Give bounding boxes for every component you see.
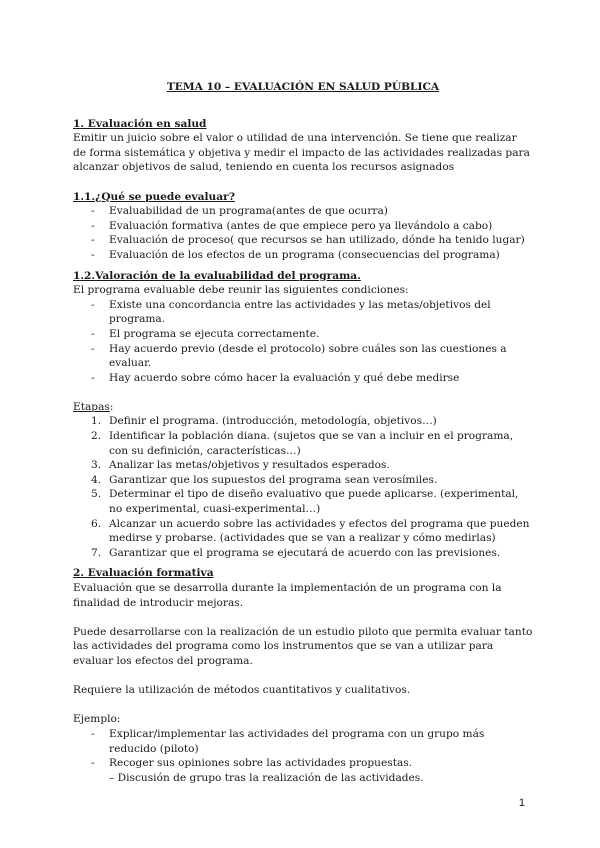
document-content xyxy=(73,80,533,785)
list-item: - Evaluación de los efectos de un programa (consecuencias del programa) xyxy=(73,248,533,263)
list-item: - El programa se ejecuta correctamente. xyxy=(73,327,533,342)
section-2-heading: 2. Evaluación formativa xyxy=(73,567,214,580)
section-1-heading: 1. Evaluación en salud xyxy=(73,117,207,130)
list-item: - Existe una concordancia entre las actividades y las metas/objetivos del programa. xyxy=(73,298,533,327)
section-1-2-list xyxy=(73,298,533,386)
list-item: - Explicar/implementar las actividades del programa con un grupo más reducido (piloto) xyxy=(73,727,533,756)
ejemplo-label: Ejemplo: xyxy=(73,713,121,726)
section-2-paragraph-3: Requiere la utilización de métodos cuantitativos y cualitativos. xyxy=(73,684,411,697)
ejemplo-list xyxy=(73,727,533,771)
section-1-body: Emitir un juicio sobre el valor o utilidad de una intervención. Se tiene que realizar de forma sistemática y objetiva y medir el impacto de las actividades realizadas para alcanzar objetivos de salud, teniendo en cuenta los recursos asignados xyxy=(73,132,530,174)
etapas-label: Etapas xyxy=(73,400,110,413)
list-item: 4. Garantizar que los supuestos del programa sean verosímiles. xyxy=(91,473,438,486)
section-1-1-heading: 1.1.¿Qué se puede evaluar? xyxy=(73,190,235,203)
etapas-label-line: Etapas: xyxy=(73,400,114,413)
section-2-paragraph-1: Evaluación que se desarrolla durante la implementación de un programa con la finalidad de introducir mejoras. xyxy=(73,582,502,609)
section-1-2-intro: El programa evaluable debe reunir las siguientes condiciones: xyxy=(73,284,409,297)
list-item: 5. Determinar el tipo de diseño evaluativo que puede aplicarse. (experimental, no experimental, cuasi-experimental…) xyxy=(91,488,519,516)
list-item: 6. Alcanzar un acuerdo sobre las actividades y efectos del programa que pueden medirse y probarse. (actividades que se van a realizar y cómo medirlas) xyxy=(91,517,530,545)
list-item: 2. Identificar la población diana. (sujetos que se van a incluir en el programa, con su definición, características…) xyxy=(91,430,514,457)
list-item: - Evaluación de proceso( que recursos se han utilizado, dónde ha tenido lugar) xyxy=(73,233,533,248)
list-item: - Evaluación formativa (antes de que empiece pero ya llevándolo a cabo) xyxy=(73,219,533,234)
list-item: - Evaluabilidad de un programa(antes de que ocurra) xyxy=(73,204,533,219)
list-item: - Hay acuerdo sobre cómo hacer la evaluación y qué debe medirse xyxy=(73,371,533,386)
ejemplo-sub-item: – Discusión de grupo tras la realización de las actividades. xyxy=(109,771,424,784)
list-item: - Recoger sus opiniones sobre las actividades propuestas. xyxy=(73,756,533,771)
section-1-1-list xyxy=(73,204,533,262)
document-title: TEMA 10 – EVALUACIÓN EN SALUD PÚBLICA xyxy=(166,81,440,93)
page-number: 1 xyxy=(518,797,525,809)
list-item: 1. Definir el programa. (introducción, metodología, objetivos…) xyxy=(91,415,437,428)
section-2-paragraph-2: Puede desarrollarse con la realización de un estudio piloto que permita evaluar tanto las actividades del programa como los instrumentos que se van a utilizar para evaluar los efectos del programa. xyxy=(73,625,533,667)
list-item: - Hay acuerdo previo (desde el protocolo) sobre cuáles son las cuestiones a evaluar. xyxy=(73,342,533,371)
etapas-list xyxy=(73,414,533,560)
list-item: 7. Garantizar que el programa se ejecutará de acuerdo con las previsiones. xyxy=(91,546,501,559)
section-1-2-heading: 1.2.Valoración de la evaluabilidad del programa. xyxy=(73,269,361,282)
list-item: 3. Analizar las metas/objetivos y resultados esperados. xyxy=(91,459,390,472)
